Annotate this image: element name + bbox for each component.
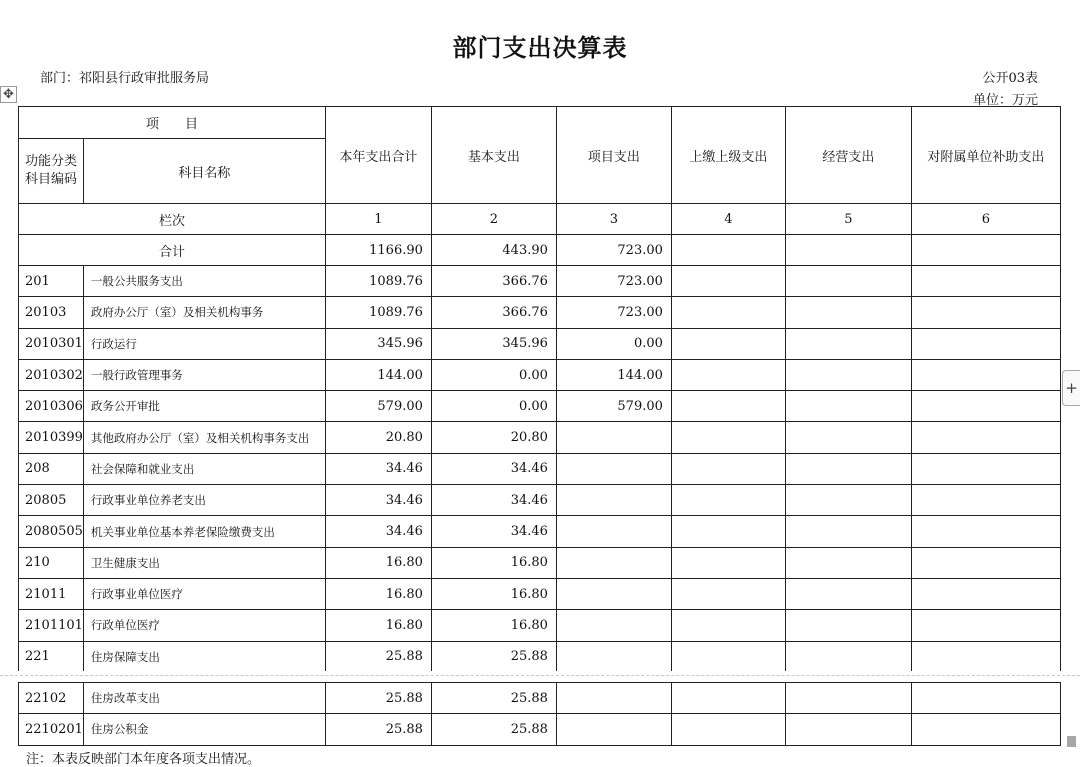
row-business bbox=[785, 714, 911, 745]
row-code: 22102 bbox=[19, 683, 84, 714]
row-basic: 34.46 bbox=[431, 516, 556, 547]
row-subsidy bbox=[911, 297, 1060, 328]
header-func-code: 功能分类科目编码 bbox=[19, 139, 84, 204]
table-row bbox=[19, 328, 1061, 359]
row-upper bbox=[671, 453, 785, 484]
row-total: 34.46 bbox=[325, 485, 431, 516]
column-index: 3 bbox=[556, 204, 671, 235]
row-business bbox=[785, 391, 911, 422]
row-code: 2010301 bbox=[19, 328, 84, 359]
row-total: 345.96 bbox=[325, 328, 431, 359]
row-business bbox=[785, 610, 911, 641]
row-project bbox=[556, 641, 671, 672]
page-title: 部门支出决算表 bbox=[452, 34, 628, 62]
row-subject-name: 社会保障和就业支出 bbox=[83, 453, 325, 484]
row-project: 723.00 bbox=[556, 297, 671, 328]
department-label: 部门：祁阳县行政审批服务局 bbox=[40, 71, 210, 86]
row-project bbox=[556, 422, 671, 453]
row-business bbox=[785, 485, 911, 516]
row-subsidy bbox=[911, 714, 1060, 745]
row-total: 25.88 bbox=[325, 641, 431, 672]
row-project bbox=[556, 578, 671, 609]
table-row bbox=[19, 485, 1061, 516]
row-code: 2210201 bbox=[19, 714, 84, 745]
row-project: 723.00 bbox=[556, 266, 671, 297]
row-business bbox=[785, 547, 911, 578]
row-code: 2101101 bbox=[19, 610, 84, 641]
row-total: 20.80 bbox=[325, 422, 431, 453]
row-subject-name: 一般公共服务支出 bbox=[83, 266, 325, 297]
column-index: 4 bbox=[671, 204, 785, 235]
row-basic: 25.88 bbox=[431, 641, 556, 672]
unit-label: 单位：万元 bbox=[972, 93, 1038, 108]
row-project bbox=[556, 683, 671, 714]
table-row bbox=[19, 714, 1061, 745]
column-index-label: 栏次 bbox=[19, 204, 326, 235]
row-upper bbox=[671, 714, 785, 745]
row-basic: 366.76 bbox=[431, 266, 556, 297]
row-basic: 16.80 bbox=[431, 547, 556, 578]
row-business bbox=[785, 297, 911, 328]
row-code: 2080505 bbox=[19, 516, 84, 547]
row-subject-name: 政务公开审批 bbox=[83, 391, 325, 422]
row-subsidy bbox=[911, 641, 1060, 672]
row-business bbox=[785, 578, 911, 609]
table-row bbox=[19, 359, 1061, 390]
table-row bbox=[19, 516, 1061, 547]
row-business bbox=[785, 266, 911, 297]
row-business bbox=[785, 422, 911, 453]
row-subsidy bbox=[911, 266, 1060, 297]
total-amount: 1166.90 bbox=[325, 235, 431, 266]
header-upper: 上缴上级支出 bbox=[671, 107, 785, 204]
row-subject-name: 行政单位医疗 bbox=[83, 610, 325, 641]
row-business bbox=[785, 453, 911, 484]
column-index: 1 bbox=[325, 204, 431, 235]
row-basic: 0.00 bbox=[431, 391, 556, 422]
row-basic: 345.96 bbox=[431, 328, 556, 359]
row-basic: 34.46 bbox=[431, 485, 556, 516]
row-total: 144.00 bbox=[325, 359, 431, 390]
row-total: 16.80 bbox=[325, 578, 431, 609]
row-subject-name: 机关事业单位基本养老保险缴费支出 bbox=[83, 516, 325, 547]
row-total: 16.80 bbox=[325, 547, 431, 578]
row-total: 16.80 bbox=[325, 610, 431, 641]
row-upper bbox=[671, 266, 785, 297]
table-move-handle-icon[interactable]: ✥ bbox=[0, 86, 17, 103]
row-upper bbox=[671, 578, 785, 609]
total-label: 合计 bbox=[19, 235, 326, 266]
row-code: 221 bbox=[19, 641, 84, 672]
row-upper bbox=[671, 422, 785, 453]
form-number: 公开03表 bbox=[982, 71, 1038, 86]
row-code: 2010302 bbox=[19, 359, 84, 390]
row-subsidy bbox=[911, 485, 1060, 516]
row-subsidy bbox=[911, 391, 1060, 422]
row-total: 1089.76 bbox=[325, 297, 431, 328]
row-subject-name: 一般行政管理事务 bbox=[83, 359, 325, 390]
row-business bbox=[785, 683, 911, 714]
header-business: 经营支出 bbox=[785, 107, 911, 204]
column-index: 6 bbox=[911, 204, 1060, 235]
table-row bbox=[19, 391, 1061, 422]
row-project: 0.00 bbox=[556, 328, 671, 359]
row-basic: 20.80 bbox=[431, 422, 556, 453]
row-subject-name: 其他政府办公厅（室）及相关机构事务支出 bbox=[83, 422, 325, 453]
row-code: 208 bbox=[19, 453, 84, 484]
total-business bbox=[785, 235, 911, 266]
row-subject-name: 政府办公厅（室）及相关机构事务 bbox=[83, 297, 325, 328]
row-total: 34.46 bbox=[325, 516, 431, 547]
table-row bbox=[19, 683, 1061, 714]
total-subsidy bbox=[911, 235, 1060, 266]
row-code: 201 bbox=[19, 266, 84, 297]
row-upper bbox=[671, 641, 785, 672]
row-subsidy bbox=[911, 610, 1060, 641]
row-upper bbox=[671, 328, 785, 359]
row-upper bbox=[671, 683, 785, 714]
row-subsidy bbox=[911, 578, 1060, 609]
row-subject-name: 卫生健康支出 bbox=[83, 547, 325, 578]
row-subsidy bbox=[911, 547, 1060, 578]
row-subject-name: 行政运行 bbox=[83, 328, 325, 359]
row-total: 34.46 bbox=[325, 453, 431, 484]
table-row bbox=[19, 641, 1061, 672]
row-code: 20103 bbox=[19, 297, 84, 328]
row-total: 1089.76 bbox=[325, 266, 431, 297]
row-project bbox=[556, 485, 671, 516]
row-basic: 16.80 bbox=[431, 578, 556, 609]
table-row bbox=[19, 610, 1061, 641]
row-subsidy bbox=[911, 328, 1060, 359]
row-business bbox=[785, 516, 911, 547]
row-upper bbox=[671, 610, 785, 641]
row-subject-name: 住房保障支出 bbox=[83, 641, 325, 672]
row-basic: 25.88 bbox=[431, 683, 556, 714]
row-code: 2010306 bbox=[19, 391, 84, 422]
row-project: 144.00 bbox=[556, 359, 671, 390]
row-subject-name: 行政事业单位养老支出 bbox=[83, 485, 325, 516]
row-subject-name: 住房公积金 bbox=[83, 714, 325, 745]
column-index: 2 bbox=[431, 204, 556, 235]
expenditure-table-continued bbox=[18, 682, 1061, 746]
row-code: 20805 bbox=[19, 485, 84, 516]
row-total: 579.00 bbox=[325, 391, 431, 422]
header-project: 项目支出 bbox=[556, 107, 671, 204]
header-basic: 基本支出 bbox=[431, 107, 556, 204]
row-basic: 366.76 bbox=[431, 297, 556, 328]
total-basic: 443.90 bbox=[431, 235, 556, 266]
table-row bbox=[19, 547, 1061, 578]
row-upper bbox=[671, 485, 785, 516]
add-column-plus-icon[interactable]: + bbox=[1062, 370, 1080, 406]
row-business bbox=[785, 359, 911, 390]
table-row bbox=[19, 297, 1061, 328]
header-subsidy: 对附属单位补助支出 bbox=[911, 107, 1060, 204]
row-project: 579.00 bbox=[556, 391, 671, 422]
row-basic: 16.80 bbox=[431, 610, 556, 641]
row-project bbox=[556, 516, 671, 547]
column-index: 5 bbox=[785, 204, 911, 235]
row-subsidy bbox=[911, 359, 1060, 390]
table-note: 注：本表反映部门本年度各项支出情况。 bbox=[26, 752, 261, 767]
total-project: 723.00 bbox=[556, 235, 671, 266]
row-basic: 34.46 bbox=[431, 453, 556, 484]
row-total: 25.88 bbox=[325, 714, 431, 745]
row-subject-name: 行政事业单位医疗 bbox=[83, 578, 325, 609]
page-break bbox=[0, 671, 1080, 681]
row-project bbox=[556, 547, 671, 578]
row-code: 210 bbox=[19, 547, 84, 578]
table-row bbox=[19, 453, 1061, 484]
total-upper bbox=[671, 235, 785, 266]
row-project bbox=[556, 610, 671, 641]
table-row bbox=[19, 422, 1061, 453]
row-upper bbox=[671, 547, 785, 578]
row-basic: 0.00 bbox=[431, 359, 556, 390]
row-code: 2010399 bbox=[19, 422, 84, 453]
row-subsidy bbox=[911, 683, 1060, 714]
table-row bbox=[19, 578, 1061, 609]
row-subject-name: 住房改革支出 bbox=[83, 683, 325, 714]
watermark bbox=[1067, 736, 1076, 747]
header-item: 项 目 bbox=[19, 107, 326, 139]
row-subsidy bbox=[911, 516, 1060, 547]
row-upper bbox=[671, 391, 785, 422]
row-upper bbox=[671, 297, 785, 328]
header-total: 本年支出合计 bbox=[325, 107, 431, 204]
expenditure-table bbox=[18, 106, 1061, 673]
row-subsidy bbox=[911, 453, 1060, 484]
table-row bbox=[19, 266, 1061, 297]
row-code: 21011 bbox=[19, 578, 84, 609]
row-business bbox=[785, 641, 911, 672]
row-upper bbox=[671, 359, 785, 390]
row-upper bbox=[671, 516, 785, 547]
row-subsidy bbox=[911, 422, 1060, 453]
header-subject-name: 科目名称 bbox=[83, 139, 325, 204]
row-project bbox=[556, 714, 671, 745]
row-business bbox=[785, 328, 911, 359]
row-basic: 25.88 bbox=[431, 714, 556, 745]
page-break-line bbox=[0, 675, 1080, 676]
row-project bbox=[556, 453, 671, 484]
row-total: 25.88 bbox=[325, 683, 431, 714]
